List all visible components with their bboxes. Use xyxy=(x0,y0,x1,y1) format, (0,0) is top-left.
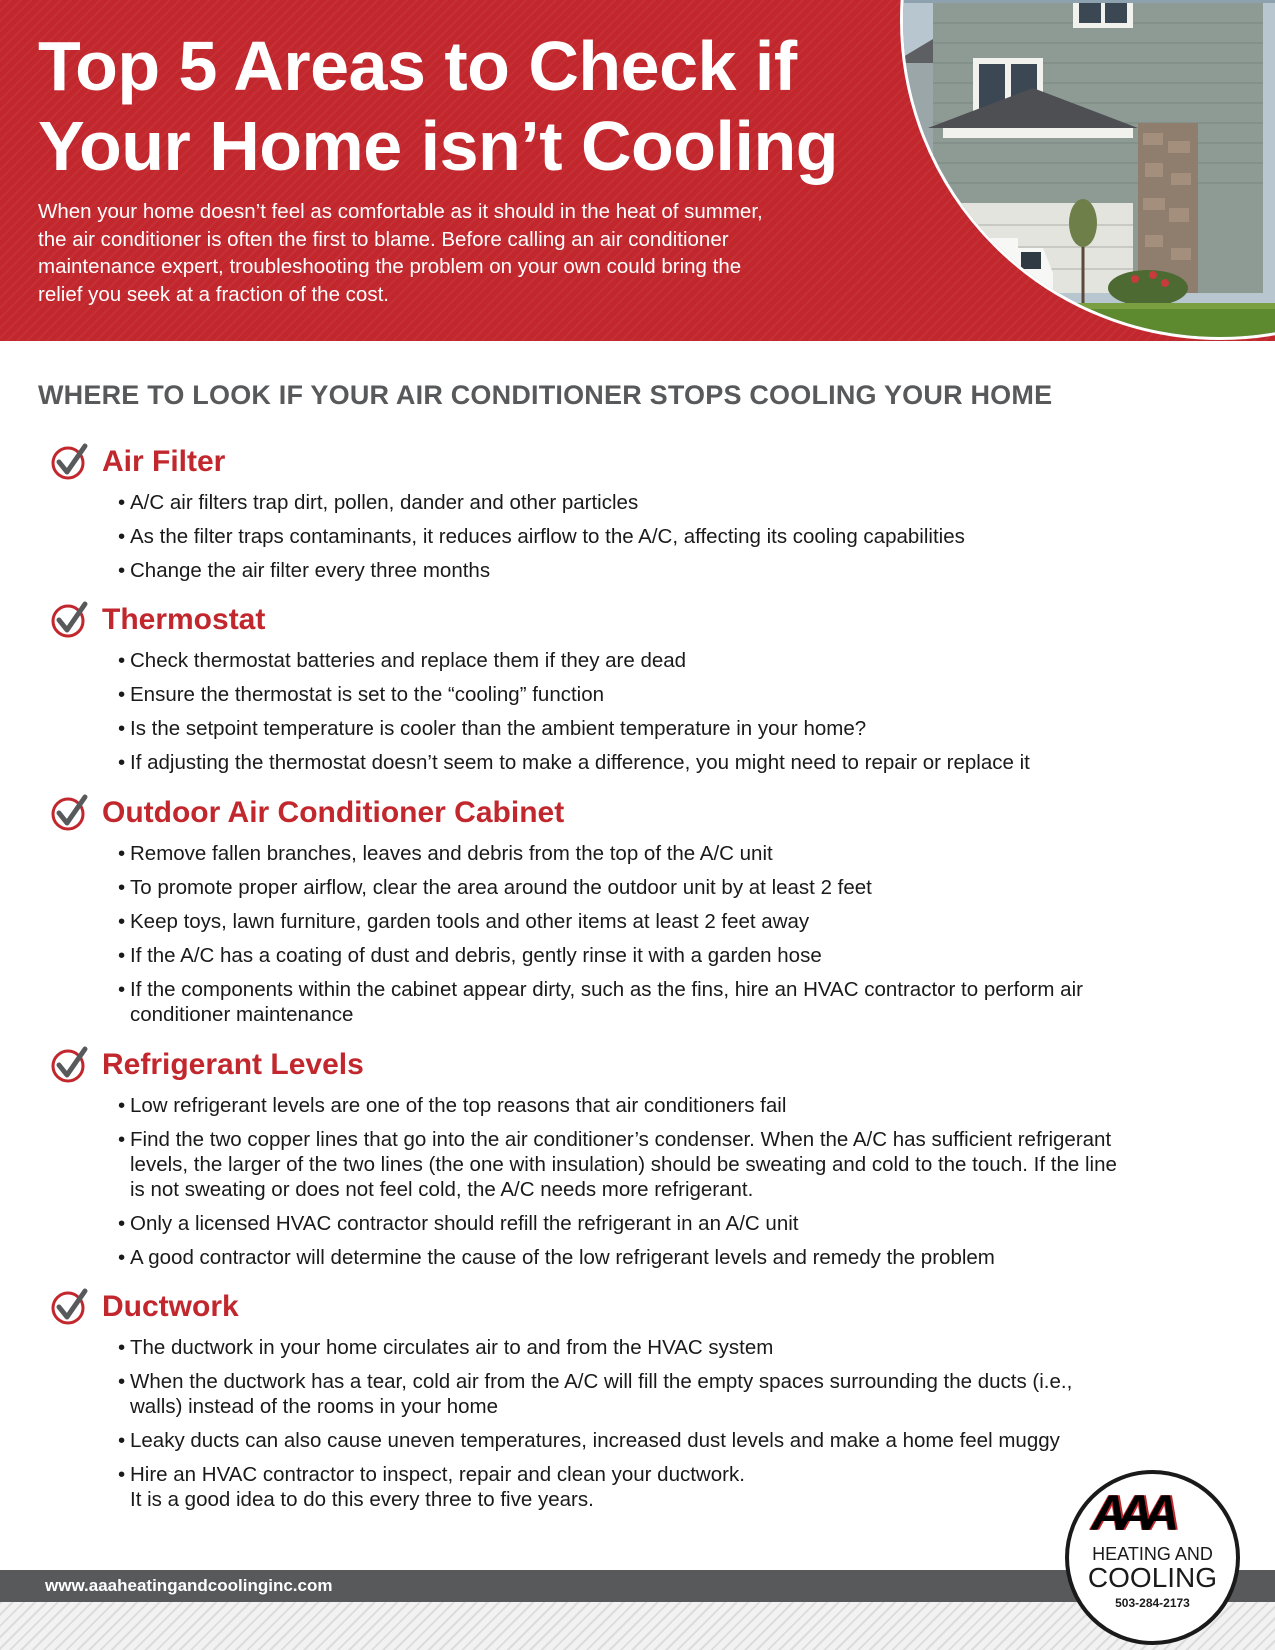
house-illustration xyxy=(903,3,1275,340)
list-item xyxy=(118,1335,1243,1360)
bullet-text: levels, the larger of the two lines (the one with insulation) should be sweating and cold to the touch. If the line xyxy=(130,1153,1117,1176)
bullet-text: • If the A/C has a coating of dust and debris, gently rinse it with a garden hose xyxy=(130,944,822,967)
bullet-list xyxy=(118,648,1250,775)
category-thermostat xyxy=(50,600,1250,784)
bullet-text: conditioner maintenance xyxy=(130,1003,354,1026)
list-item xyxy=(118,909,1243,934)
list-item xyxy=(118,1462,1243,1512)
list-item xyxy=(118,977,1243,1027)
category-header xyxy=(50,1045,1250,1085)
list-item xyxy=(118,558,1243,583)
category-ductwork xyxy=(50,1287,1250,1521)
bullet-text: • To promote proper airflow, clear the area around the outdoor unit by at least 2 feet xyxy=(130,876,872,899)
bullet-text: walls) instead of the rooms in your home xyxy=(130,1395,499,1418)
intro-line: the air conditioner is often the first to blame. Before calling an air conditioner xyxy=(38,227,729,251)
list-item xyxy=(118,682,1243,707)
list-item xyxy=(118,524,1243,549)
logo-text-cooling: COOLING xyxy=(1087,1562,1218,1593)
category-header xyxy=(50,793,1250,833)
bullet-text: • When the ductwork has a tear, cold air from the A/C will fill the empty spaces surrounding the ducts (i.e., xyxy=(130,1370,1073,1393)
checkmark-circle-icon xyxy=(50,1045,90,1085)
list-item xyxy=(118,841,1243,866)
list-item xyxy=(118,1127,1243,1202)
list-item xyxy=(118,943,1243,968)
category-air-filter xyxy=(50,442,1250,592)
intro-line: When your home doesn’t feel as comfortable as it should in the heat of summer, xyxy=(38,200,763,223)
bullet-text: • Hire an HVAC contractor to inspect, repair and clean your ductwork. xyxy=(130,1463,745,1486)
logo-phone: 503-284-2173 xyxy=(1115,1596,1190,1610)
list-item xyxy=(118,716,1243,741)
list-item xyxy=(118,750,1243,775)
list-item xyxy=(118,490,1243,515)
bullet-text: It is a good idea to do this every three to five years. xyxy=(130,1488,594,1511)
section-heading: WHERE TO LOOK IF YOUR AIR CONDITIONER STOPS COOLING YOUR HOME xyxy=(38,380,1053,410)
bullet-list xyxy=(118,490,1250,583)
bullet-text: • Remove fallen branches, leaves and debris from the top of the A/C unit xyxy=(130,842,773,865)
checkmark-circle-icon xyxy=(50,442,90,482)
checkmark-circle-icon xyxy=(50,793,90,833)
house-photo xyxy=(900,0,1275,340)
bullet-text: • Check thermostat batteries and replace them if they are dead xyxy=(130,649,687,672)
bullet-text: • The ductwork in your home circulates air to and from the HVAC system xyxy=(130,1336,774,1359)
bullet-text: • Change the air filter every three months xyxy=(130,559,491,582)
bullet-text: • A good contractor will determine the cause of the low refrigerant levels and remedy the problem xyxy=(130,1246,995,1269)
list-item xyxy=(118,1093,1243,1118)
checkmark-circle-icon xyxy=(50,1287,90,1327)
logo-mark: AAA xyxy=(1091,1485,1170,1541)
bullet-text: • Leaky ducts can also cause uneven temperatures, increased dust levels and make a home feel muggy xyxy=(130,1429,1060,1452)
title-line: Your Home isn’t Cooling xyxy=(38,107,838,185)
category-header xyxy=(50,1287,1250,1327)
bullet-text: • If adjusting the thermostat doesn’t seem to make a difference, you might need to repair or replace it xyxy=(130,751,1030,774)
category-title: Air Filter xyxy=(102,445,226,478)
list-item xyxy=(118,1245,1243,1270)
checkmark-circle-icon xyxy=(50,600,90,640)
category-outdoor-cabinet xyxy=(50,793,1250,1036)
bullet-text: • If the components within the cabinet appear dirty, such as the fins, hire an HVAC contractor to perform air xyxy=(130,978,1083,1001)
page-title xyxy=(38,26,918,186)
category-title: Refrigerant Levels xyxy=(102,1048,364,1081)
bullet-text: is not sweating or does not feel cold, the A/C needs more refrigerant. xyxy=(130,1178,754,1201)
list-item xyxy=(118,648,1243,673)
website-link[interactable]: www.aaaheatingandcoolinginc.com xyxy=(45,1576,333,1595)
title-line: Top 5 Areas to Check if xyxy=(38,27,797,105)
bullet-text: • Only a licensed HVAC contractor should refill the refrigerant in an A/C unit xyxy=(130,1212,799,1235)
company-logo xyxy=(1065,1470,1240,1645)
list-item xyxy=(118,875,1243,900)
logo-text-heating: HEATING AND xyxy=(1092,1544,1213,1564)
intro-line: maintenance expert, troubleshooting the problem on your own could bring the xyxy=(38,255,742,278)
bullet-list xyxy=(118,841,1250,1027)
list-item xyxy=(118,1369,1243,1419)
bullet-text: • Find the two copper lines that go into the air conditioner’s condenser. When the A/C has sufficient refrigerant xyxy=(130,1128,1112,1151)
bullet-text: • Is the setpoint temperature is cooler than the ambient temperature in your home? xyxy=(130,717,867,740)
bullet-text: • As the filter traps contaminants, it reduces airflow to the A/C, affecting its cooling capabilities xyxy=(130,525,965,548)
bullet-text: • A/C air filters trap dirt, pollen, dander and other particles xyxy=(130,491,639,514)
list-item xyxy=(118,1211,1243,1236)
bullet-text: • Low refrigerant levels are one of the top reasons that air conditioners fail xyxy=(130,1094,787,1117)
bullet-list xyxy=(118,1093,1250,1270)
intro-line: relief you seek at a fraction of the cost. xyxy=(38,282,389,306)
category-refrigerant-levels xyxy=(50,1045,1250,1279)
bullet-text: • Ensure the thermostat is set to the “cooling” function xyxy=(130,683,605,706)
bullet-list xyxy=(118,1335,1250,1512)
category-title: Outdoor Air Conditioner Cabinet xyxy=(102,796,565,829)
category-title: Thermostat xyxy=(102,603,266,636)
bullet-text: • Keep toys, lawn furniture, garden tools and other items at least 2 feet away xyxy=(130,910,810,933)
header-banner xyxy=(0,0,1275,341)
category-header xyxy=(50,442,1250,482)
intro-paragraph xyxy=(38,198,898,308)
category-header xyxy=(50,600,1250,640)
category-title: Ductwork xyxy=(102,1290,239,1323)
list-item xyxy=(118,1428,1243,1453)
